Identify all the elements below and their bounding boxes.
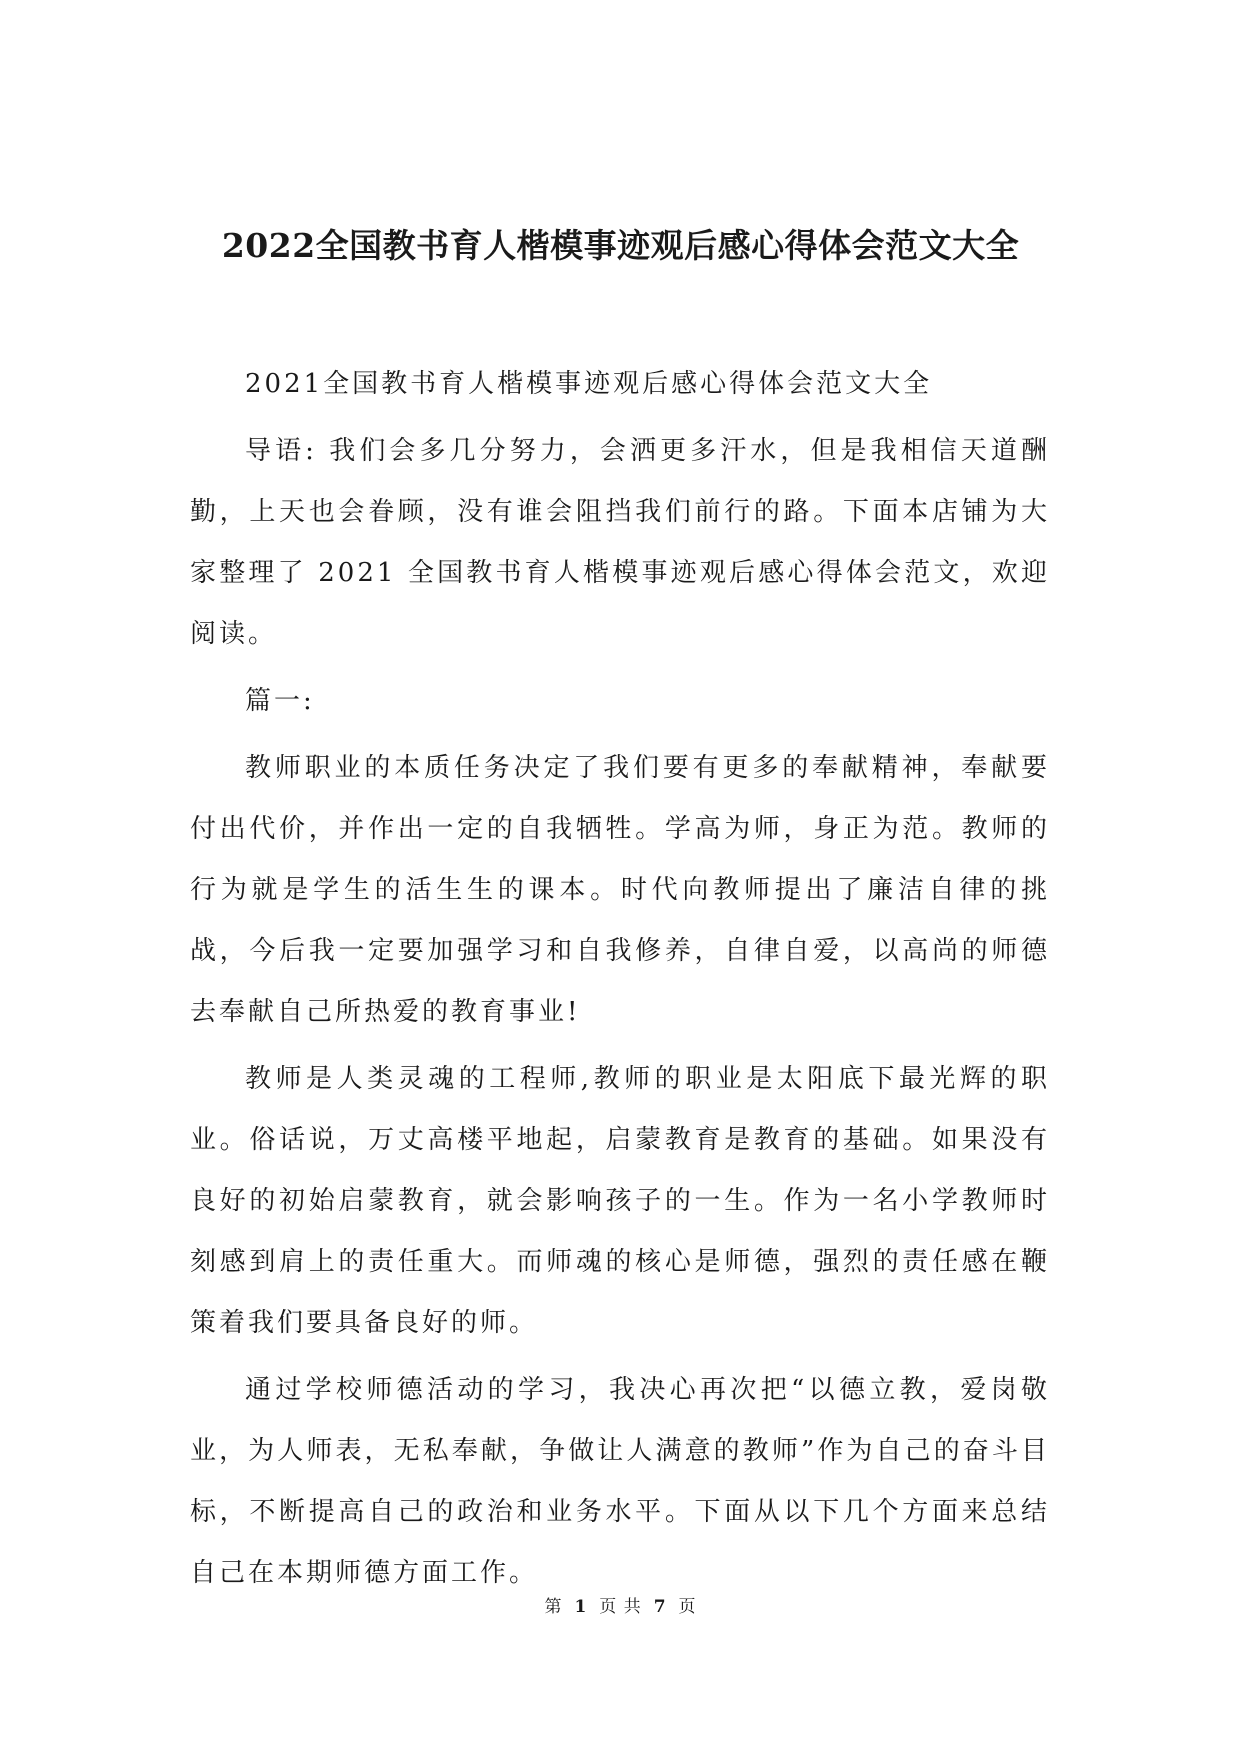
page-footer [0, 1595, 1241, 1619]
footer-suffix: 页 [678, 1597, 697, 1617]
current-page-number: 1 [574, 1597, 588, 1617]
footer-prefix: 第 [544, 1597, 563, 1617]
paragraph-section-heading: 篇一: [245, 686, 315, 716]
document-title: 2022全国教书育人楷模事迹观后感心得体会范文大全 [221, 226, 1020, 265]
paragraph-body: 通过学校师德活动的学习，我决心再次把“以德立教，爱岗敬业，为人师表，无私奉献，争做让人满意的教师”作为自己的奋斗目标，不断提高自己的政治和业务水平。下面从以下几个方面来总结自己在本期师德方面工作。 [190, 1375, 1050, 1588]
footer-mid: 页 共 [599, 1597, 642, 1617]
paragraph-intro: 导语: 我们会多几分努力，会洒更多汗水，但是我相信天道酬勤，上天也会眷顾，没有谁会阻挡我们前行的路。下面本店铺为大家整理了 2021 全国教书育人楷模事迹观后感心得体会范文，欢迎阅读。 [190, 436, 1050, 649]
paragraph-body: 教师是人类灵魂的工程师,教师的职业是太阳底下最光辉的职业。俗话说，万丈高楼平地起，启蒙教育是教育的基础。如果没有良好的初始启蒙教育，就会影响孩子的一生。作为一名小学教师时刻感到肩上的责任重大。而师魂的核心是师德，强烈的责任感在鞭策着我们要具备良好的师。 [190, 1064, 1050, 1338]
paragraph-subtitle: 2021全国教书育人楷模事迹观后感心得体会范文大全 [245, 369, 933, 399]
total-pages-number: 7 [653, 1597, 667, 1617]
paragraph-body: 教师职业的本质任务决定了我们要有更多的奉献精神，奉献要付出代价，并作出一定的自我牺牲。学高为师，身正为范。教师的行为就是学生的活生生的课本。时代向教师提出了廉洁自律的挑战，今后我一定要加强学习和自我修养，自律自爱，以高尚的师德去奉献自己所热爱的教育事业! [190, 753, 1050, 1027]
document-body [190, 354, 1050, 1610]
